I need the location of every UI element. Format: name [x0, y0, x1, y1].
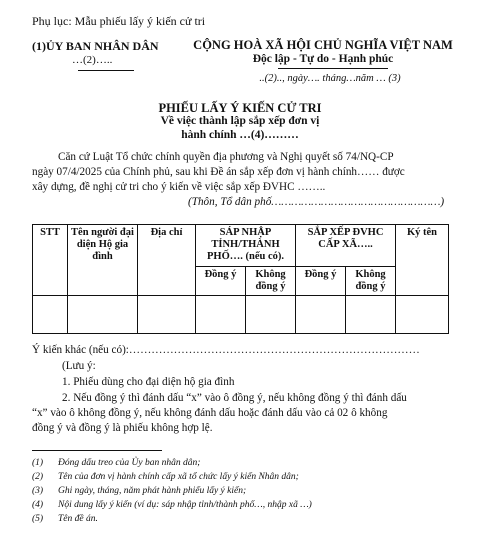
header-province-agree: Đồng ý: [196, 267, 246, 296]
other-opinion: Ý kiến khác (nếu có):……………………………………………………………………: [32, 344, 420, 356]
form-subtitle-2: hành chính …(4)………: [181, 129, 299, 141]
country-name: CỘNG HOÀ XÃ HỘI CHỦ NGHĨA VIỆT NAM: [193, 38, 453, 52]
note-item-2-line-3: đồng ý và đồng ý là phiếu không hợp lệ.: [32, 422, 213, 434]
footnote-1: (1) Đóng dấu treo của Ủy ban nhân dân;: [32, 458, 201, 468]
footnote-4: (4) Nội dung lấy ý kiến (ví dụ: sáp nhập tỉnh/thành phố…, nhập xã …): [32, 500, 312, 510]
header-commune-agree: Đồng ý: [296, 267, 346, 296]
header-representative: Tên người đại diện Hộ gia đình: [68, 225, 138, 296]
table-row: [33, 296, 449, 334]
header-province-disagree: Không đồng ý: [246, 267, 296, 296]
opinion-table: [32, 224, 449, 334]
body-line-3: xây dựng, đề nghị cử tri cho ý kiến về việc sắp xếp ĐVHC ……..: [32, 181, 326, 193]
note-item-2-line-1: 2. Nếu đồng ý thì đánh dấu “x” vào ô đồng ý, nếu không đồng ý thì đánh dấu: [62, 392, 407, 404]
note-item-2-line-2: “x” vào ô không đồng ý, nếu không đánh dấu hoặc đánh dấu vào cả 02 ô không: [32, 407, 388, 419]
motto-underline: [278, 68, 388, 69]
footnote-3: (3) Ghi ngày, tháng, năm phát hành phiếu lấy ý kiến;: [32, 486, 247, 496]
header-province-merge: SÁP NHẬP TỈNH/THÀNH PHỐ…. (nếu có).: [196, 225, 296, 267]
header-commune-arrangement: SẮP XẾP ĐVHC CẤP XÃ…..: [296, 225, 396, 267]
cell-commune-disagree[interactable]: [346, 296, 396, 334]
form-subtitle: Về việc thành lập sắp xếp đơn vị: [160, 115, 320, 127]
cell-province-agree[interactable]: [196, 296, 246, 334]
footnote-2: (2) Tên của đơn vị hành chính cấp xã tổ chức lấy ý kiến Nhân dân;: [32, 472, 299, 482]
cell-commune-agree[interactable]: [296, 296, 346, 334]
cell-stt[interactable]: [33, 296, 68, 334]
cell-signature[interactable]: [396, 296, 449, 334]
cell-representative[interactable]: [68, 296, 138, 334]
cell-province-disagree[interactable]: [246, 296, 296, 334]
body-line-4: (Thôn, Tổ dân phố……………………………………………): [188, 196, 445, 208]
header-signature: Ký tên: [396, 225, 449, 296]
appendix-label: Phụ lục: Mẫu phiếu lấy ý kiến cử tri: [32, 14, 206, 28]
form-title: PHIẾU LẤY Ý KIẾN CỬ TRI: [158, 101, 322, 115]
cell-address[interactable]: [138, 296, 196, 334]
header-commune-disagree: Không đồng ý: [346, 267, 396, 296]
footnote-5: (5) Tên đề án.: [32, 514, 98, 524]
notes-heading: (Lưu ý:: [62, 360, 96, 372]
body-line-1: Căn cứ Luật Tổ chức chính quyền địa phương và Nghị quyết số 74/NQ-CP: [58, 151, 394, 163]
footnote-separator: [32, 450, 162, 451]
committee-placeholder: …(2)…..: [72, 54, 113, 66]
note-item-1: 1. Phiếu dùng cho đại diện hộ gia đình: [62, 376, 235, 388]
header-address: Địa chỉ: [138, 225, 196, 296]
committee-name: (1)ỦY BAN NHÂN DÂN: [32, 39, 159, 53]
left-header-underline: [78, 70, 134, 71]
place-date: ..(2).., ngày…. tháng…năm … (3): [259, 73, 401, 84]
motto: Độc lập - Tự do - Hạnh phúc: [252, 53, 394, 65]
header-stt: STT: [33, 225, 68, 296]
body-line-2: ngày 07/4/2025 của Chính phủ, sau khi Đề án sắp xếp đơn vị hành chính…… được: [32, 166, 405, 178]
